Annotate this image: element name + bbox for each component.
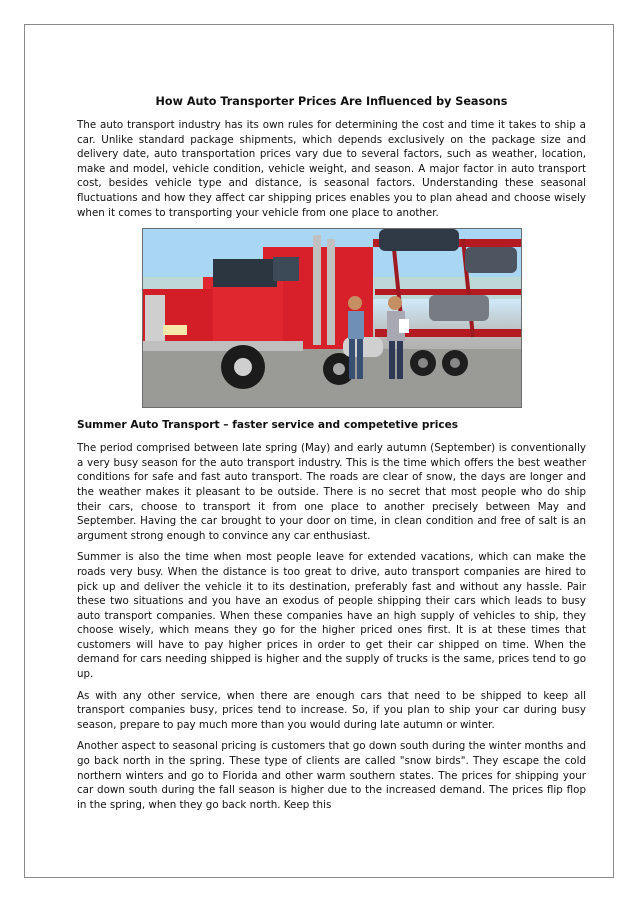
- truck-illustration: [143, 229, 521, 407]
- body-paragraph-2: Summer is also the time when most people leave for extended vacations, which can make the roads very busy. When the distance is too great to drive, auto transport companies are hired to pick up and deliver the vehicle it to its destination, preferably fast and without any hassle. Pair these two situations and you have an exodus of people shipping their cars which leads to busy auto transport companies. When these companies have an high supply of vehicles to ship, they choose wisely, which means they go for the higher priced ones first. It is at these times that customers will have to pay higher prices in order to get their car shipped on time. When the demand for cars needing shipped is higher and the supply of trucks is the same, prices tend to go up.: [77, 551, 586, 681]
- document-title: How Auto Transporter Prices Are Influenced by Seasons: [155, 95, 508, 108]
- document-page: [24, 24, 614, 878]
- section-heading: Summer Auto Transport – faster service and competetive prices: [77, 419, 459, 432]
- body-paragraph-1: The period comprised between late spring (May) and early autumn (September) is conventionally a very busy season for the auto transport industry. This is the time which offers the best weather conditions for safe and fast auto transport. The roads are clear of snow, the days are longer and the weather makes it pleasant to be outside. There is no secret that most people who do ship their cars, choose to transport it from one place to another precisely between May and September. Having the car brought to your door on time, in clean condition and free of salt is an argument strong enough to convince any car enthusiast.: [77, 442, 586, 542]
- car-carrier-truck-photo: [142, 228, 522, 408]
- document-content: [77, 95, 586, 819]
- intro-paragraph: The auto transport industry has its own rules for determining the cost and time it takes to ship a car. Unlike standard package shipments, which depends exclusively on the package size and delivery date, auto transportation prices vary due to several factors, such as weather, location, make and model, vehicle condition, vehicle weight, and season. A major factor in auto transport cost, besides vehicle type and distance, is seasonal factors. Understanding these seasonal fluctuations and how they affect car shipping prices enables you to plan ahead and choose wisely when it comes to transporting your vehicle from one place to another.: [77, 119, 586, 219]
- body-paragraph-3: As with any other service, when there are enough cars that need to be shipped to keep all transport companies busy, prices tend to increase. So, if you plan to ship your car during busy season, prepare to pay much more than you would during late autumn or winter.: [77, 689, 586, 731]
- body-paragraph-4: Another aspect to seasonal pricing is customers that go down south during the winter months and go back north in the spring. These type of clients are called "snow birds". They escape the cold northern winters and go to Florida and other warm southern states. The prices for shipping your car down south during the fall season is higher due to the increased demand. The prices flip flop in the spring, when they go back north. Keep this: [77, 740, 586, 811]
